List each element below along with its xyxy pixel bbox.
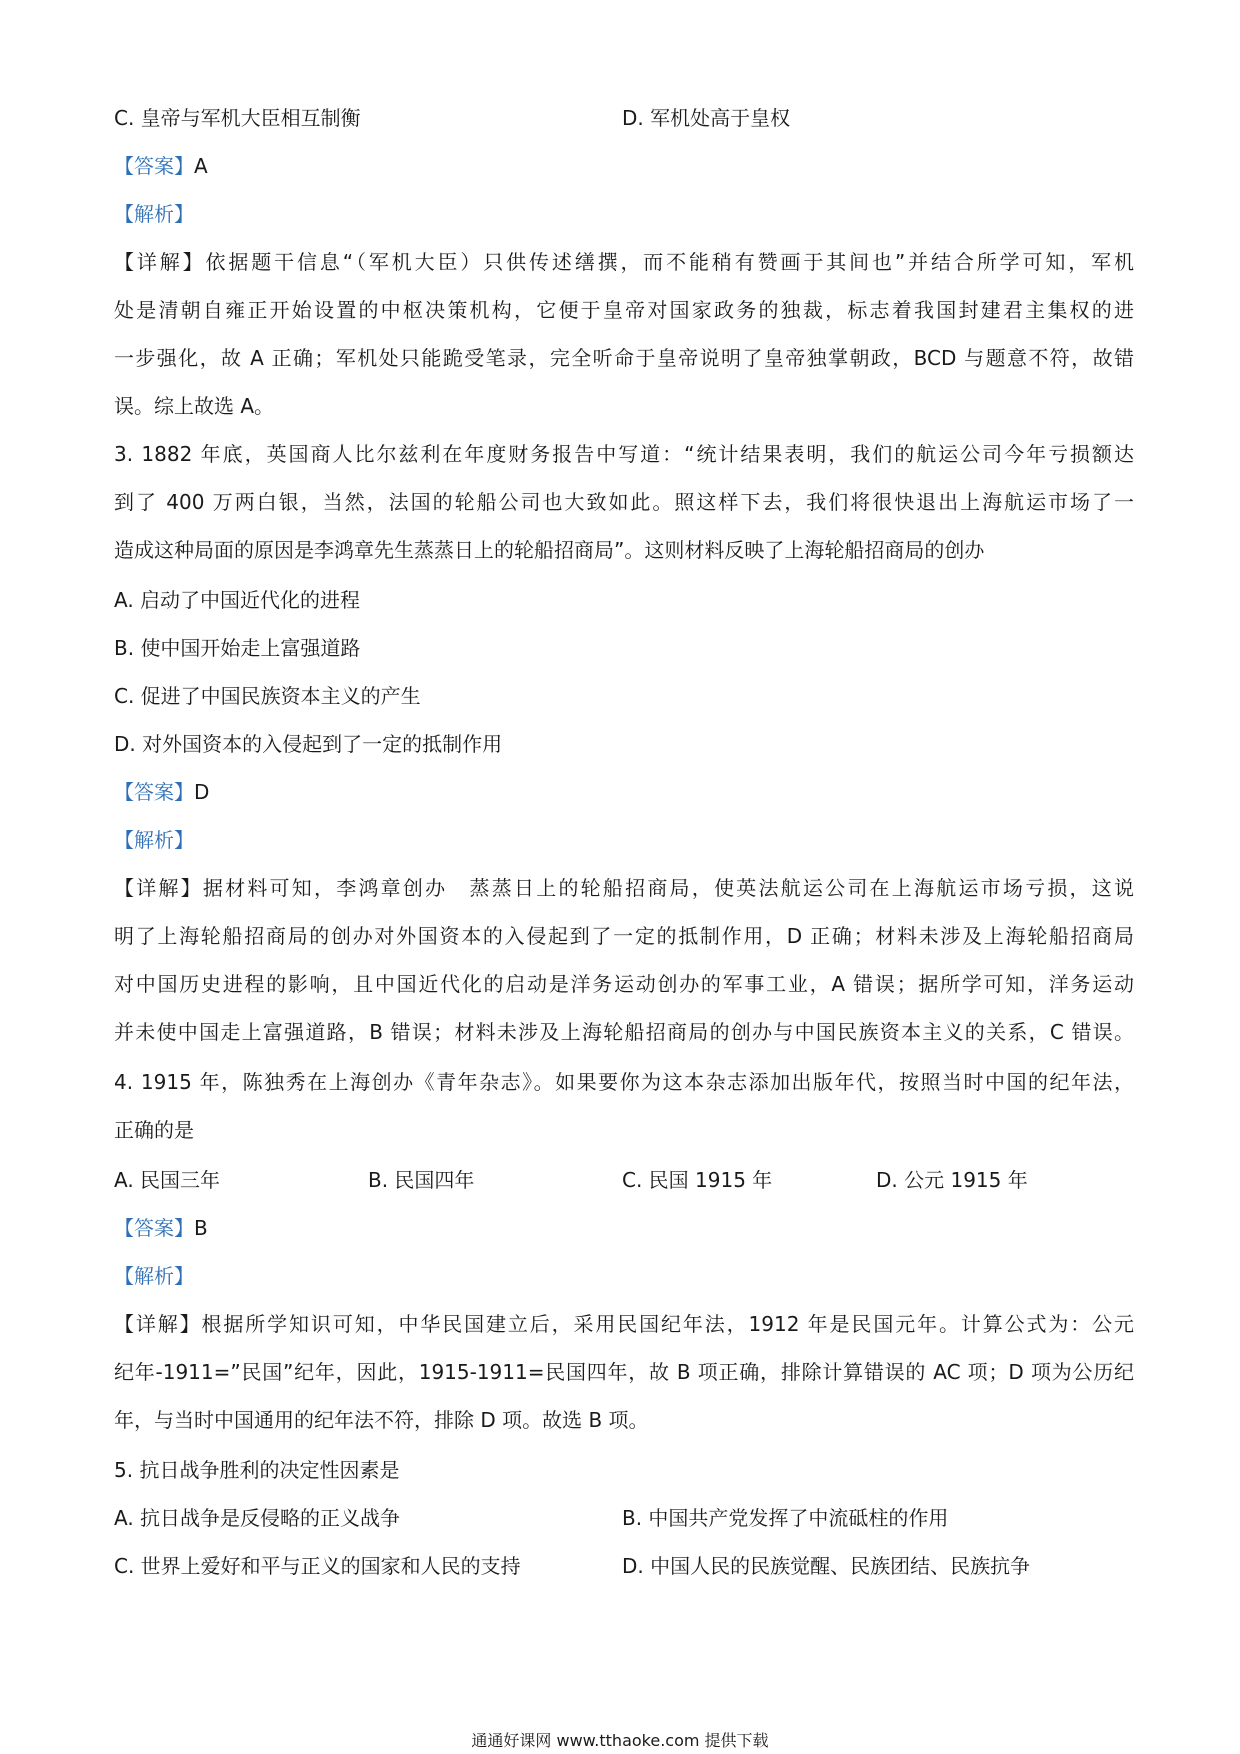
q3-answer (114, 778, 1134, 806)
q4-stem-line-1: 4. 1915 年，陈独秀在上海创办《青年杂志》。如果要你为这本杂志添加出版年代，按照当时中国的纪年法， (114, 1070, 1134, 1094)
answer-value: D (194, 780, 210, 804)
detail-tag: 【详解】 (114, 876, 203, 900)
q3-option-b: B. 使中国开始走上富强道路 (114, 636, 361, 660)
q5-option-a: A. 抗日战争是反侵略的正义战争 (114, 1506, 401, 1530)
detail-text: 据材料可知，李鸿章创办 蒸蒸日上的轮船招商局，使英法航运公司在上海航运市场亏损，这说 (202, 876, 1135, 900)
q3-detail-line-4: 并未使中国走上富强道路，B 错误；材料未涉及上海轮船招商局的创办与中国民族资本主义的关系，C 错误。 (114, 1020, 1134, 1044)
q4-analysis-tag: 【解析】 (114, 1264, 194, 1288)
page-footer: 通通好课网 www.tthaoke.com 提供下载 (471, 1731, 769, 1750)
q3-option-a: A. 启动了中国近代化的进程 (114, 588, 361, 612)
q2-analysis-tag: 【解析】 (114, 202, 194, 226)
q5-stem: 5. 抗日战争胜利的决定性因素是 (114, 1458, 400, 1482)
detail-text: 依据题干信息“（军机大臣）只供传述缮撰，而不能稍有赞画于其间也”并结合所学可知，军机 (205, 250, 1134, 274)
q3-analysis-tag: 【解析】 (114, 828, 194, 852)
q4-option-d: D. 公元 1915 年 (876, 1168, 1028, 1192)
q2-answer (114, 152, 1134, 180)
q2-detail-line-3: 一步强化，故 A 正确；军机处只能跪受笔录，完全听命于皇帝说明了皇帝独掌朝政，BCD 与题意不符，故错 (114, 346, 1134, 370)
q5-option-c: C. 世界上爱好和平与正义的国家和人民的支持 (114, 1554, 521, 1578)
q4-option-b: B. 民国四年 (368, 1168, 475, 1192)
q4-detail-line-3: 年，与当时中国通用的纪年法不符，排除 D 项。故选 B 项。 (114, 1408, 649, 1432)
q3-detail-line-1 (114, 874, 1134, 902)
q2-detail-line-1 (114, 248, 1134, 276)
q3-stem-line-1: 3. 1882 年底，英国商人比尔兹利在年度财务报告中写道：“统计结果表明，我们的航运公司今年亏损额达 (114, 442, 1134, 466)
answer-tag: 【答案】 (114, 154, 194, 178)
q3-stem-line-3: 造成这种局面的原因是李鸿章先生蒸蒸日上的轮船招商局”。这则材料反映了上海轮船招商局的创办 (114, 538, 985, 562)
q4-option-a: A. 民国三年 (114, 1168, 221, 1192)
detail-tag: 【详解】 (114, 1312, 202, 1336)
q2-detail-line-4: 误。综上故选 A。 (114, 394, 275, 418)
q4-detail-line-1 (114, 1310, 1134, 1338)
q2-option-d: D. 军机处高于皇权 (622, 106, 791, 130)
q3-option-c: C. 促进了中国民族资本主义的产生 (114, 684, 421, 708)
answer-value: A (194, 154, 208, 178)
detail-text: 根据所学知识可知，中华民国建立后，采用民国纪年法，1912 年是民国元年。计算公式为：公元 (201, 1312, 1134, 1336)
q3-option-d: D. 对外国资本的入侵起到了一定的抵制作用 (114, 732, 503, 756)
q4-answer (114, 1214, 1134, 1242)
q5-option-b: B. 中国共产党发挥了中流砥柱的作用 (622, 1506, 949, 1530)
q2-detail-line-2: 处是清朝自雍正开始设置的中枢决策机构，它便于皇帝对国家政务的独裁，标志着我国封建君主集权的进 (114, 298, 1134, 322)
detail-tag: 【详解】 (114, 250, 206, 274)
answer-tag: 【答案】 (114, 780, 194, 804)
q4-stem-line-2: 正确的是 (114, 1118, 194, 1142)
q3-stem-line-2: 到了 400 万两白银，当然，法国的轮船公司也大致如此。照这样下去，我们将很快退出上海航运市场了一 (114, 490, 1134, 514)
q3-detail-line-2: 明了上海轮船招商局的创办对外国资本的入侵起到了一定的抵制作用，D 正确；材料未涉及上海轮船招商局 (114, 924, 1134, 948)
q4-option-c: C. 民国 1915 年 (622, 1168, 773, 1192)
q2-option-c: C. 皇帝与军机大臣相互制衡 (114, 106, 361, 130)
q5-option-d: D. 中国人民的民族觉醒、民族团结、民族抗争 (622, 1554, 1031, 1578)
answer-value: B (194, 1216, 208, 1240)
q4-detail-line-2: 纪年-1911=”民国”纪年，因此，1915-1911=民国四年，故 B 项正确，排除计算错误的 AC 项；D 项为公历纪 (114, 1360, 1134, 1384)
answer-tag: 【答案】 (114, 1216, 194, 1240)
q3-detail-line-3: 对中国历史进程的影响，且中国近代化的启动是洋务运动创办的军事工业，A 错误；据所学可知，洋务运动 (114, 972, 1134, 996)
